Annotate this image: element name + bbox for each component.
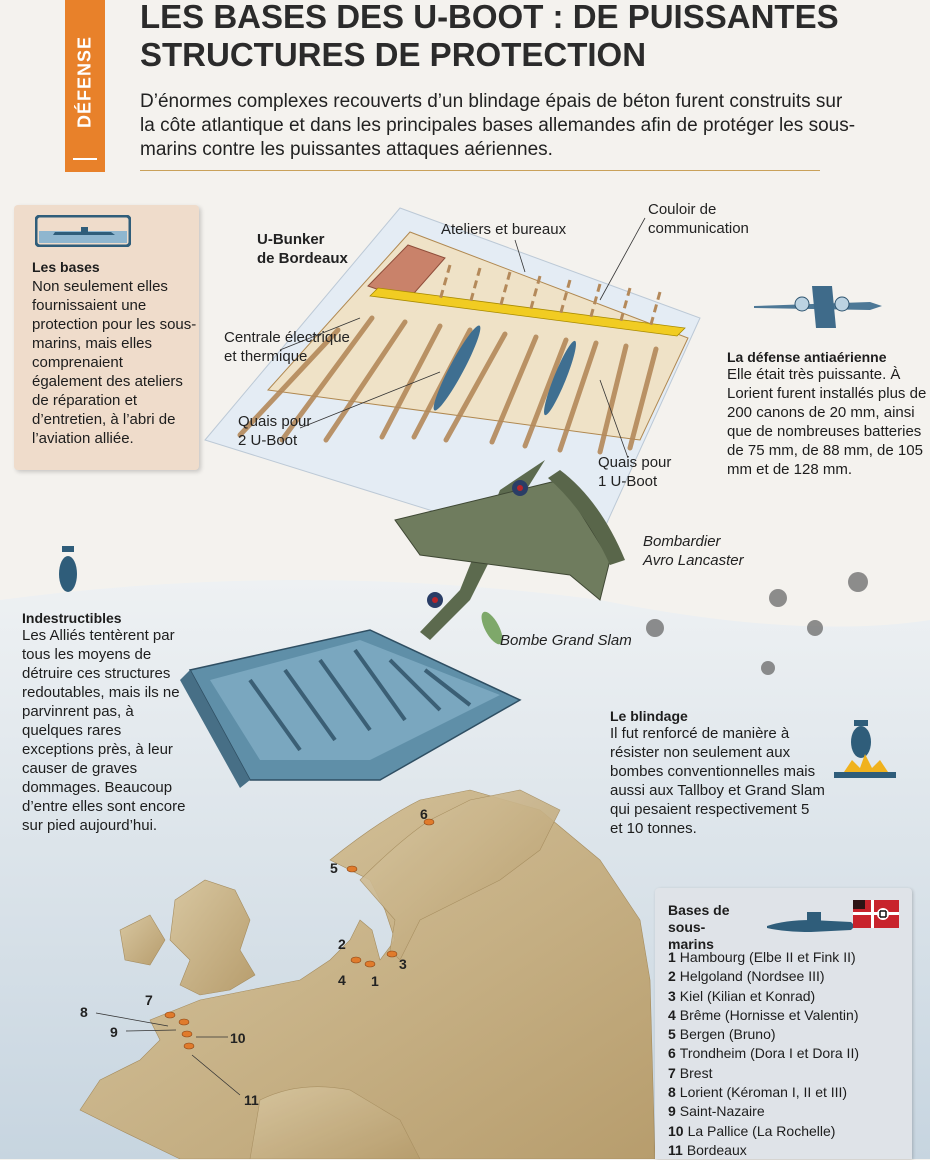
header-divider (140, 170, 820, 171)
bunker-title-line1: U-Bunker (257, 231, 325, 248)
docks-two-label-line1: Quais pour (238, 413, 312, 430)
docks-two-label-line2: 2 U-Boot (238, 432, 298, 449)
legend-item-text: Trondheim (Dora I et Dora II) (679, 1045, 860, 1062)
legend-item-text: Brest (679, 1064, 713, 1081)
map-number-9: 9 (110, 1024, 118, 1040)
indestructibles-title: Indestructibles (22, 610, 122, 626)
bomb-impact-icon (832, 720, 898, 778)
section-tab-divider (73, 158, 97, 160)
legend-item-text: Hambourg (Elbe II et Fink II) (679, 949, 856, 965)
legend-item-text: Bordeaux (686, 1141, 747, 1158)
legend-title-line2: sous-marins (668, 919, 714, 952)
legend-item (668, 1083, 859, 1102)
power-plant-label (224, 328, 350, 366)
legend-item (668, 1122, 859, 1141)
grand-slam-label: Bombe Grand Slam (500, 632, 632, 649)
indestructibles-body: Les Alliés tentèrent par tous les moyens de détruire ces structures redoutables, mais ils ne parvinrent pas, à quelques rares exceptions près, à leur causer de graves dommages. Beaucoup d’entre elles sont encore sur pied aujourd’hui. (22, 627, 186, 834)
bases-note-title: Les bases (32, 259, 100, 275)
legend-item-text: Brême (Hornisse et Valentin) (679, 1006, 859, 1023)
legend-box (655, 888, 912, 1159)
legend-title (668, 902, 748, 953)
legend-item (668, 1064, 859, 1083)
power-plant-label-line1: Centrale électrique (224, 329, 350, 346)
map-number-1: 1 (371, 973, 379, 989)
blindage-body: Il fut renforcé de manière à résister non seulement aux bombes conventionnelles mais aussi aux Tallboy et Grand Slam qui pesaient respectivement 5 et 10 tonnes. (610, 725, 825, 837)
page-subtitle: D’énormes complexes recouverts d’un blindage épais de béton furent construits sur la côte atlantique et dans les principales bases allemandes afin de protéger les sous-marins contre les puissantes attaques aériennes. (140, 91, 856, 160)
corridor-label (648, 200, 749, 238)
corridor-label-line2: communication (648, 220, 749, 237)
map-number-3: 3 (399, 956, 407, 972)
indestructibles-note (22, 610, 197, 835)
bomber-label (643, 532, 744, 570)
legend-item (668, 1141, 859, 1160)
legend-item-number: 7 (668, 1064, 676, 1081)
legend-item-number: 2 (668, 968, 676, 985)
aa-defense-note (727, 349, 927, 479)
docks-one-label-line2: 1 U-Boot (598, 473, 658, 490)
blindage-note (610, 708, 825, 838)
docks-two-label (238, 412, 311, 450)
legend-item (668, 1025, 859, 1044)
power-plant-label-line2: et thermique (224, 348, 308, 365)
bases-note-body: Non seulement elles fournissaient une protection pour les sous-marins, mais elles comprenaient également des ateliers de réparation et d’entretien, à l’abri de l’aviation alliée. (32, 278, 197, 447)
bunker-title (257, 230, 348, 268)
legend-item-number: 5 (668, 1026, 676, 1043)
legend-item-number: 6 (668, 1045, 676, 1062)
legend-item (668, 948, 859, 967)
section-tab-label: DÉFENSE (74, 35, 95, 129)
bomb-icon (57, 546, 79, 594)
legend-item-number: 9 (668, 1103, 676, 1120)
page-title: LES BASES DES U-BOOT : DE PUISSANTES STRUCTURES DE PROTECTION (140, 0, 839, 73)
legend-item-number: 1 (668, 949, 676, 965)
bomber-label-line1: Bombardier (643, 533, 721, 550)
legend-item-number: 11 (668, 1141, 683, 1158)
german-flag-icon (853, 900, 899, 928)
legend-item-text: Helgoland (Nordsee III) (679, 968, 825, 985)
map-number-2: 2 (338, 936, 346, 952)
legend-item-text: Lorient (Kéroman I, II et III) (679, 1084, 848, 1101)
map-number-8: 8 (80, 1004, 88, 1020)
map-number-4: 4 (338, 972, 346, 988)
legend-item-text: Saint-Nazaire (679, 1103, 765, 1120)
legend-item (668, 1006, 859, 1025)
legend-item (668, 1044, 859, 1063)
section-tab (65, 0, 105, 172)
legend-list (668, 948, 859, 1160)
legend-title-line1: Bases de (668, 902, 730, 918)
blindage-title: Le blindage (610, 708, 688, 724)
bomber-label-line2: Avro Lancaster (643, 552, 744, 569)
legend-item-number: 4 (668, 1006, 676, 1023)
fighter-plane-icon (752, 282, 884, 332)
map-number-6: 6 (420, 806, 428, 822)
legend-item-number: 10 (668, 1122, 684, 1139)
docks-one-label (598, 453, 671, 491)
bunker-title-line2: de Bordeaux (257, 250, 348, 267)
map-number-11: 11 (244, 1092, 259, 1108)
legend-item (668, 1102, 859, 1121)
map-number-5: 5 (330, 860, 338, 876)
aa-defense-body: Elle était très puissante. À Lorient furent installés plus de 200 canons de 20 mm, ainsi que de nombreuses batteries de 75 mm, de 88 mm, de 105 mm et de 128 mm. (727, 366, 927, 478)
submarine-pen-icon (35, 215, 131, 247)
map-number-10: 10 (230, 1030, 246, 1046)
legend-item (668, 987, 859, 1006)
legend-item-number: 3 (668, 987, 676, 1004)
submarine-icon (765, 906, 857, 936)
aa-defense-title: La défense antiaérienne (727, 349, 887, 365)
legend-item-text: Kiel (Kilian et Konrad) (679, 987, 816, 1004)
legend-item-text: Bergen (Bruno) (679, 1026, 776, 1043)
legend-item-text: La Pallice (La Rochelle) (687, 1122, 836, 1139)
corridor-label-line1: Couloir de (648, 201, 717, 218)
bases-note (14, 205, 199, 470)
legend-item (668, 967, 859, 986)
workshops-label: Ateliers et bureaux (441, 221, 567, 238)
docks-one-label-line1: Quais pour (598, 454, 672, 471)
map-number-7: 7 (145, 992, 153, 1008)
legend-item-number: 8 (668, 1084, 676, 1101)
